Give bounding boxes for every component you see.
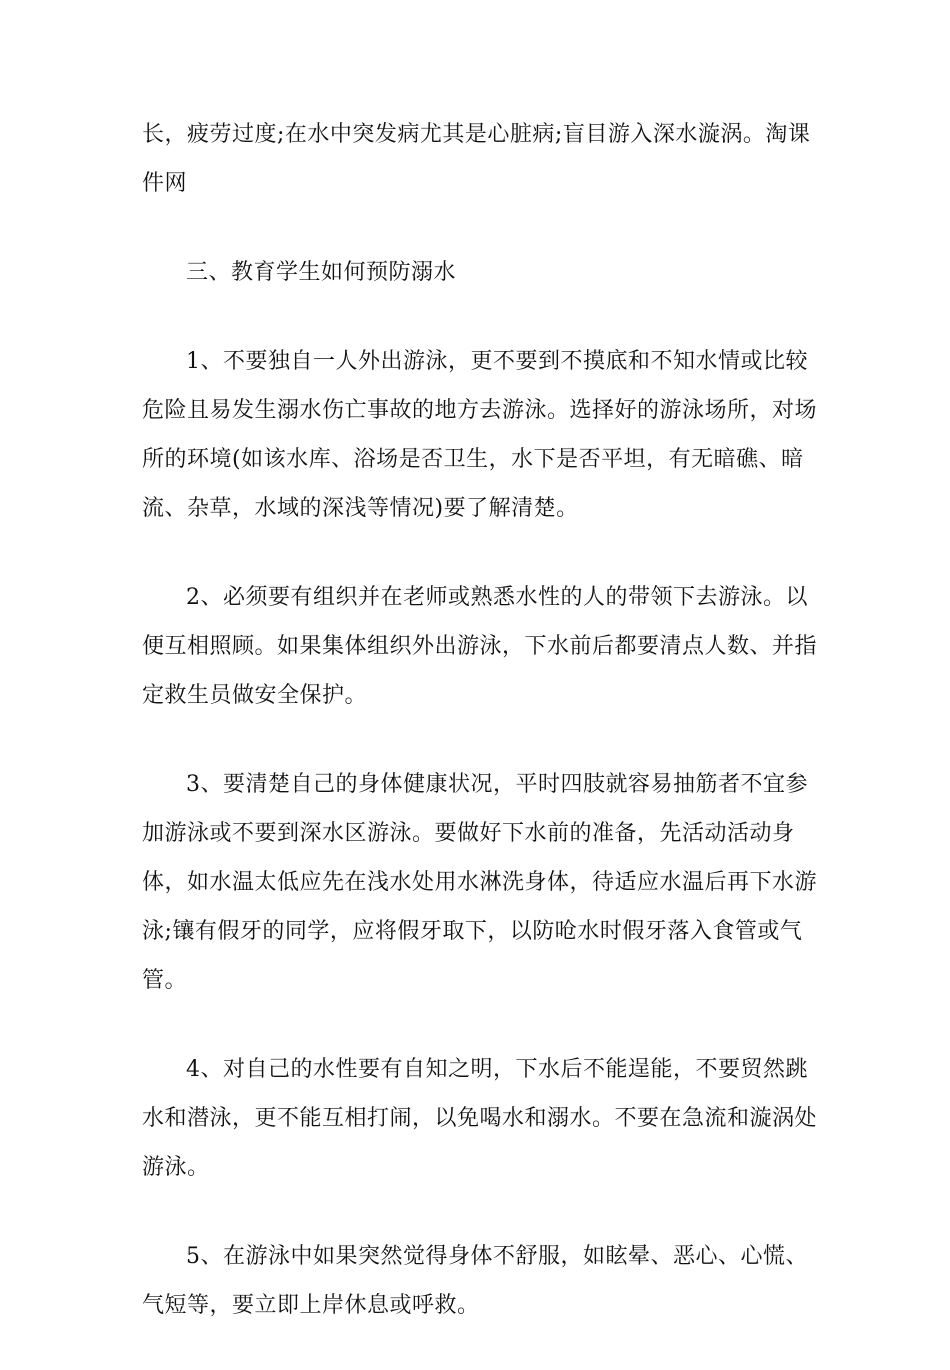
document-body [142, 110, 822, 1370]
paragraph-item-5: 5、在游泳中如果突然觉得身体不舒服，如眩晕、恶心、心慌、气短等，要立即上岸休息或呼救。 [142, 1244, 808, 1318]
paragraph-item-3: 3、要清楚自己的身体健康状况，平时四肢就容易抽筋者不宜参加游泳或不要到深水区游泳。要做好下水前的准备，先活动活动身体，如水温太低应先在浅水处用水淋洗身体，待适应水温后再下水游泳;镶有假牙的同学，应将假牙取下，以防呛水时假牙落入食管或气管。 [142, 772, 818, 993]
paragraph-item-4: 4、对自己的水性要有自知之明，下水后不能逞能，不要贸然跳水和潜泳，更不能互相打闹，以免喝水和溺水。不要在急流和漩涡处游泳。 [142, 1057, 818, 1180]
paragraph-item-1: 1、不要独自一人外出游泳，更不要到不摸底和不知水情或比较危险且易发生溺水伤亡事故的地方去游泳。选择好的游泳场所，对场所的环境(如该水库、浴场是否卫生，水下是否平坦，有无暗礁、暗流、杂草，水域的深浅等情况)要了解清楚。 [142, 349, 818, 521]
section-heading: 三、教育学生如何预防溺水 [186, 260, 457, 285]
paragraph-item-2: 2、必须要有组织并在老师或熟悉水性的人的带领下去游泳。以便互相照顾。如果集体组织外出游泳，下水前后都要清点人数、并指定救生员做安全保护。 [142, 585, 818, 708]
paragraph-continued: 长，疲劳过度;在水中突发病尤其是心脏病;盲目游入深水漩涡。淘课件网 [142, 122, 811, 196]
